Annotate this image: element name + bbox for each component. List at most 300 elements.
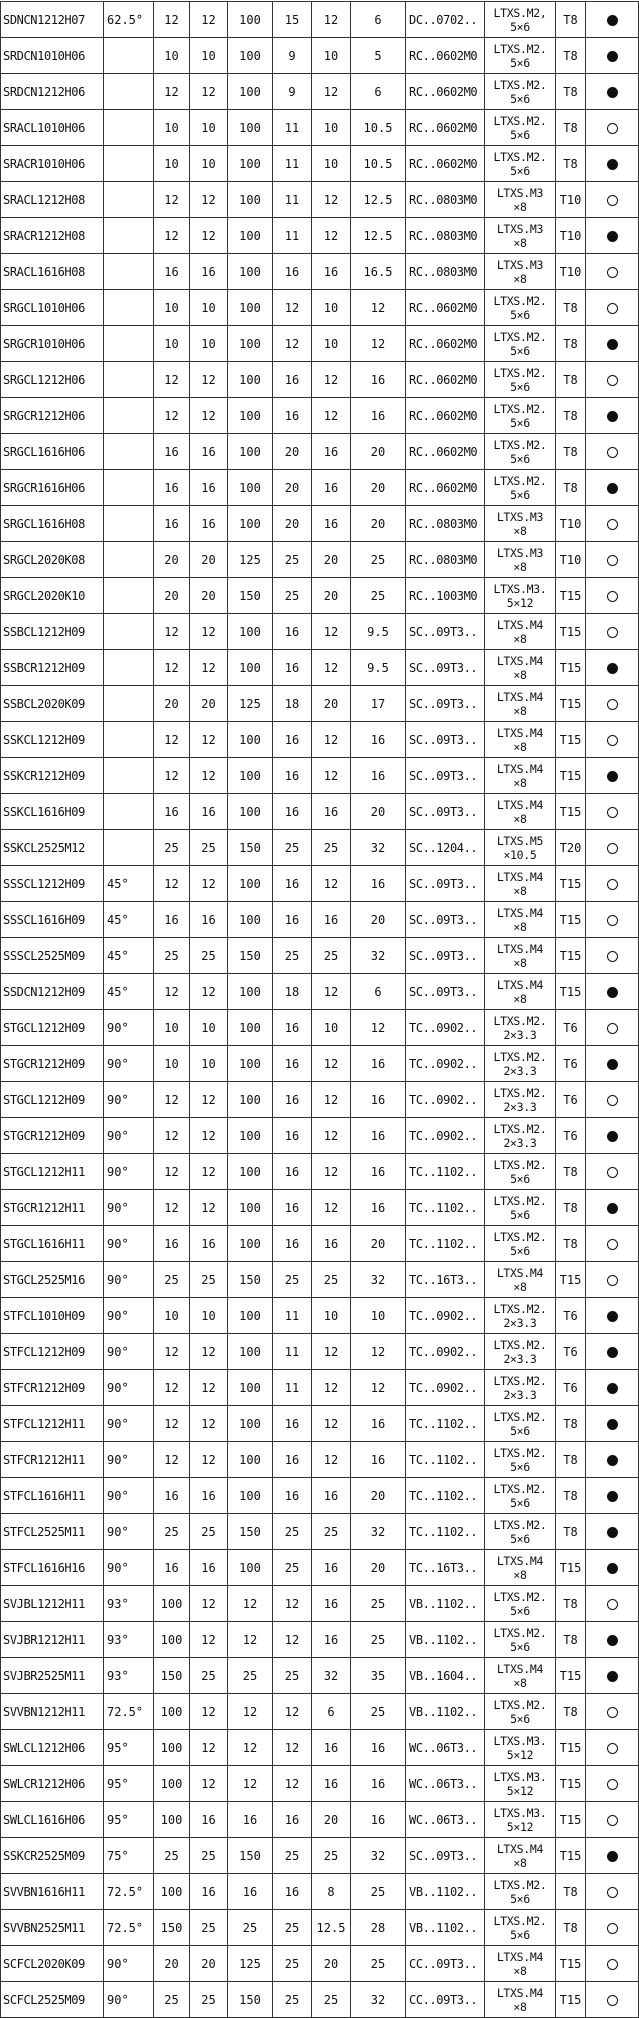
offset-cell: 12 [312, 650, 351, 686]
wrench-key-cell: T10 [556, 506, 586, 542]
hand-indicator-cell [586, 1730, 639, 1766]
screw-cell [485, 686, 556, 722]
part-number-cell: SSKCR1212H09 [1, 758, 104, 794]
part-number-cell: SVJBR2525M11 [1, 1658, 104, 1694]
offset-cell: 10 [312, 1298, 351, 1334]
screw-cell [485, 470, 556, 506]
offset-cell: 12 [312, 1190, 351, 1226]
screw-cell [485, 1550, 556, 1586]
offset-cell: 20 [312, 578, 351, 614]
dimension-cell: 16 [351, 1730, 406, 1766]
wrench-key-cell: T15 [556, 1982, 586, 2018]
wrench-key-cell: T15 [556, 1766, 586, 1802]
width-cell: 10 [190, 110, 228, 146]
hand-indicator-cell [586, 1874, 639, 1910]
head-length-cell: 16 [273, 902, 312, 938]
head-length-cell: 18 [273, 974, 312, 1010]
angle-cell: 90° [104, 1082, 154, 1118]
hand-indicator-cell [586, 1226, 639, 1262]
height-cell: 150 [154, 1658, 190, 1694]
open-circle-icon [607, 915, 618, 926]
screw-cell [485, 1910, 556, 1946]
screw-cell [485, 146, 556, 182]
insert-cell: RC..0602M0 [406, 146, 485, 182]
filled-circle-icon [607, 231, 618, 242]
screw-cell [485, 902, 556, 938]
width-cell: 12 [190, 758, 228, 794]
hand-indicator-cell [586, 1298, 639, 1334]
part-number-cell: STGCL1616H11 [1, 1226, 104, 1262]
insert-cell: WC..06T3.. [406, 1766, 485, 1802]
length-cell: 125 [228, 1946, 273, 1982]
height-cell: 12 [154, 1154, 190, 1190]
offset-cell: 32 [312, 1658, 351, 1694]
screw-size-line: LTXS.M3. [493, 1805, 547, 1820]
filled-circle-icon [607, 1635, 618, 1646]
part-number-cell: SRACR1010H06 [1, 146, 104, 182]
head-length-cell: 20 [273, 506, 312, 542]
height-cell: 10 [154, 146, 190, 182]
hand-indicator-cell [586, 326, 639, 362]
screw-length-line: 5×6 [510, 1711, 530, 1726]
part-number-cell: STGCR1212H11 [1, 1190, 104, 1226]
angle-cell: 90° [104, 1118, 154, 1154]
insert-cell: RC..0602M0 [406, 434, 485, 470]
head-length-cell: 20 [273, 470, 312, 506]
offset-cell: 10 [312, 290, 351, 326]
table-row [1, 1802, 639, 1838]
head-length-cell: 16 [273, 254, 312, 290]
screw-length-line: ×8 [513, 775, 527, 790]
offset-cell: 6 [312, 1694, 351, 1730]
height-cell: 100 [154, 1622, 190, 1658]
part-number-cell: SWLCL1212H06 [1, 1730, 104, 1766]
table-row [1, 362, 639, 398]
hand-indicator-cell [586, 902, 639, 938]
part-number-cell: SRGCR1616H06 [1, 470, 104, 506]
screw-length-line: 5×12 [506, 1783, 534, 1798]
part-number-cell: SSDCN1212H09 [1, 974, 104, 1010]
head-length-cell: 9 [273, 74, 312, 110]
screw-length-line: ×8 [513, 1675, 527, 1690]
width-cell: 12 [190, 1442, 228, 1478]
part-number-cell: SRACL1616H08 [1, 254, 104, 290]
screw-size-line: LTXS.M2. [493, 293, 547, 308]
insert-cell: TC..16T3.. [406, 1262, 485, 1298]
width-cell: 20 [190, 686, 228, 722]
screw-cell [485, 1478, 556, 1514]
head-length-cell: 25 [273, 1658, 312, 1694]
open-circle-icon [607, 267, 618, 278]
length-cell: 150 [228, 830, 273, 866]
height-cell: 16 [154, 254, 190, 290]
screw-length-line: ×8 [513, 703, 527, 718]
wrench-key-cell: T8 [556, 470, 586, 506]
height-cell: 12 [154, 398, 190, 434]
wrench-key-cell: T6 [556, 1046, 586, 1082]
screw-size-line: LTXS.M2. [493, 1877, 547, 1892]
part-number-cell: SRACR1212H08 [1, 218, 104, 254]
dimension-cell: 16 [351, 1118, 406, 1154]
offset-cell: 12 [312, 1118, 351, 1154]
table-row [1, 1694, 639, 1730]
open-circle-icon [607, 1959, 618, 1970]
dimension-cell: 35 [351, 1658, 406, 1694]
screw-length-line: 5×6 [510, 1459, 530, 1474]
length-cell: 125 [228, 542, 273, 578]
filled-circle-icon [607, 1311, 618, 1322]
filled-circle-icon [607, 87, 618, 98]
screw-size-line: LTXS.M4 [496, 617, 544, 632]
screw-length-line: 2×3.3 [503, 1351, 537, 1366]
height-cell: 12 [154, 2, 190, 38]
part-number-cell: SRGCR1010H06 [1, 326, 104, 362]
offset-cell: 10 [312, 110, 351, 146]
angle-cell: 90° [104, 1010, 154, 1046]
dimension-cell: 16 [351, 1046, 406, 1082]
length-cell: 100 [228, 1190, 273, 1226]
hand-indicator-cell [586, 1262, 639, 1298]
screw-cell [485, 1334, 556, 1370]
insert-cell: CC..09T3.. [406, 1982, 485, 2018]
part-number-cell: STFCL1212H11 [1, 1406, 104, 1442]
dimension-cell: 16 [351, 398, 406, 434]
wrench-key-cell: T8 [556, 1406, 586, 1442]
open-circle-icon [607, 627, 618, 638]
dimension-cell: 5 [351, 38, 406, 74]
offset-cell: 16 [312, 1586, 351, 1622]
screw-size-line: LTXS.M2. [493, 365, 547, 380]
wrench-key-cell: T15 [556, 578, 586, 614]
screw-size-line: LTXS.M2. [493, 1625, 547, 1640]
table-row [1, 326, 639, 362]
offset-cell: 10 [312, 1010, 351, 1046]
angle-cell [104, 578, 154, 614]
insert-cell: RC..1003M0 [406, 578, 485, 614]
height-cell: 16 [154, 1226, 190, 1262]
table-row [1, 506, 639, 542]
insert-cell: TC..0902.. [406, 1298, 485, 1334]
table-row [1, 38, 639, 74]
screw-size-line: LTXS.M2. [493, 113, 547, 128]
screw-cell [485, 434, 556, 470]
angle-cell: 45° [104, 902, 154, 938]
dimension-cell: 20 [351, 902, 406, 938]
open-circle-icon [607, 1707, 618, 1718]
height-cell: 10 [154, 290, 190, 326]
width-cell: 16 [190, 794, 228, 830]
angle-cell: 93° [104, 1622, 154, 1658]
screw-cell [485, 1766, 556, 1802]
angle-cell [104, 110, 154, 146]
angle-cell: 95° [104, 1802, 154, 1838]
height-cell: 12 [154, 1082, 190, 1118]
screw-length-line: 5×6 [510, 1927, 530, 1942]
height-cell: 10 [154, 1010, 190, 1046]
angle-cell: 90° [104, 1154, 154, 1190]
open-circle-icon [607, 375, 618, 386]
dimension-cell: 12 [351, 1370, 406, 1406]
angle-cell: 93° [104, 1658, 154, 1694]
dimension-cell: 20 [351, 1550, 406, 1586]
dimension-cell: 12 [351, 326, 406, 362]
part-number-cell: STFCL1212H09 [1, 1334, 104, 1370]
insert-cell: RC..0602M0 [406, 290, 485, 326]
screw-cell [485, 1730, 556, 1766]
part-number-cell: SRGCL1010H06 [1, 290, 104, 326]
table-row [1, 398, 639, 434]
screw-size-line: LTXS.M3 [496, 257, 544, 272]
filled-circle-icon [607, 1059, 618, 1070]
table-row [1, 578, 639, 614]
part-number-cell: SVVBN2525M11 [1, 1910, 104, 1946]
height-cell: 12 [154, 1334, 190, 1370]
part-number-cell: SVVBN1212H11 [1, 1694, 104, 1730]
length-cell: 12 [228, 1622, 273, 1658]
table-row [1, 254, 639, 290]
screw-size-line: LTXS.M2. [493, 401, 547, 416]
screw-length-line: 5×6 [510, 1603, 530, 1618]
dimension-cell: 10 [351, 1298, 406, 1334]
part-number-cell: STGCL1212H11 [1, 1154, 104, 1190]
hand-indicator-cell [586, 1550, 639, 1586]
angle-cell [104, 470, 154, 506]
angle-cell [104, 650, 154, 686]
table-row [1, 1370, 639, 1406]
width-cell: 16 [190, 434, 228, 470]
screw-cell [485, 1154, 556, 1190]
dimension-cell: 32 [351, 1838, 406, 1874]
screw-size-line: LTXS.M2. [493, 77, 547, 92]
screw-length-line: ×8 [513, 523, 527, 538]
filled-circle-icon [607, 1527, 618, 1538]
dimension-cell: 20 [351, 1226, 406, 1262]
width-cell: 12 [190, 74, 228, 110]
offset-cell: 16 [312, 794, 351, 830]
screw-size-line: LTXS.M2. [493, 1013, 547, 1028]
angle-cell: 93° [104, 1586, 154, 1622]
insert-cell: WC..06T3.. [406, 1730, 485, 1766]
table-row [1, 74, 639, 110]
screw-cell [485, 758, 556, 794]
angle-cell [104, 326, 154, 362]
open-circle-icon [607, 1743, 618, 1754]
width-cell: 20 [190, 1946, 228, 1982]
insert-cell: RC..0803M0 [406, 182, 485, 218]
width-cell: 12 [190, 1334, 228, 1370]
offset-cell: 25 [312, 1838, 351, 1874]
open-circle-icon [607, 1095, 618, 1106]
height-cell: 10 [154, 1046, 190, 1082]
length-cell: 100 [228, 614, 273, 650]
screw-size-line: LTXS.M3. [493, 581, 547, 596]
screw-length-line: ×8 [513, 199, 527, 214]
offset-cell: 12 [312, 1442, 351, 1478]
table-row [1, 1046, 639, 1082]
offset-cell: 12 [312, 614, 351, 650]
width-cell: 16 [190, 1802, 228, 1838]
angle-cell [104, 218, 154, 254]
length-cell: 25 [228, 1910, 273, 1946]
head-length-cell: 16 [273, 1046, 312, 1082]
screw-length-line: 2×3.3 [503, 1135, 537, 1150]
insert-cell: RC..0602M0 [406, 110, 485, 146]
screw-cell [485, 254, 556, 290]
screw-length-line: 5×6 [510, 1495, 530, 1510]
length-cell: 150 [228, 578, 273, 614]
table-row [1, 758, 639, 794]
table-row [1, 614, 639, 650]
screw-length-line: ×8 [513, 811, 527, 826]
insert-cell: RC..0803M0 [406, 218, 485, 254]
offset-cell: 16 [312, 1766, 351, 1802]
part-number-cell: STGCL1212H09 [1, 1082, 104, 1118]
height-cell: 12 [154, 650, 190, 686]
open-circle-icon [607, 1887, 618, 1898]
filled-circle-icon [607, 1491, 618, 1502]
width-cell: 10 [190, 1046, 228, 1082]
open-circle-icon [607, 807, 618, 818]
height-cell: 20 [154, 542, 190, 578]
screw-length-line: ×8 [513, 235, 527, 250]
table-row [1, 1154, 639, 1190]
dimension-cell: 32 [351, 1262, 406, 1298]
table-row [1, 722, 639, 758]
table-row [1, 686, 639, 722]
wrench-key-cell: T8 [556, 110, 586, 146]
offset-cell: 12 [312, 722, 351, 758]
screw-cell [485, 1694, 556, 1730]
insert-cell: SC..09T3.. [406, 902, 485, 938]
offset-cell: 10 [312, 146, 351, 182]
filled-circle-icon [607, 771, 618, 782]
table-row [1, 1226, 639, 1262]
length-cell: 100 [228, 506, 273, 542]
table-row [1, 1730, 639, 1766]
height-cell: 25 [154, 1838, 190, 1874]
head-length-cell: 16 [273, 758, 312, 794]
table-row [1, 1550, 639, 1586]
wrench-key-cell: T8 [556, 398, 586, 434]
screw-cell [485, 290, 556, 326]
dimension-cell: 10.5 [351, 146, 406, 182]
length-cell: 100 [228, 254, 273, 290]
screw-length-line: ×8 [513, 1963, 527, 1978]
screw-size-line: LTXS.M4 [496, 977, 544, 992]
table-row [1, 974, 639, 1010]
insert-cell: TC..0902.. [406, 1334, 485, 1370]
offset-cell: 12 [312, 362, 351, 398]
dimension-cell: 9.5 [351, 650, 406, 686]
angle-cell: 90° [104, 1334, 154, 1370]
head-length-cell: 25 [273, 1946, 312, 1982]
angle-cell: 90° [104, 1514, 154, 1550]
angle-cell: 62.5° [104, 2, 154, 38]
screw-size-line: LTXS.M2, [493, 5, 547, 20]
screw-cell [485, 1226, 556, 1262]
length-cell: 16 [228, 1802, 273, 1838]
height-cell: 12 [154, 1406, 190, 1442]
length-cell: 100 [228, 866, 273, 902]
table-row [1, 794, 639, 830]
offset-cell: 20 [312, 1946, 351, 1982]
insert-cell: TC..0902.. [406, 1370, 485, 1406]
filled-circle-icon [607, 483, 618, 494]
angle-cell [104, 146, 154, 182]
screw-length-line: 2×3.3 [503, 1315, 537, 1330]
width-cell: 25 [190, 938, 228, 974]
filled-circle-icon [607, 1347, 618, 1358]
wrench-key-cell: T10 [556, 218, 586, 254]
screw-cell [485, 1118, 556, 1154]
hand-indicator-cell [586, 1910, 639, 1946]
screw-size-line: LTXS.M3 [496, 185, 544, 200]
screw-cell [485, 110, 556, 146]
dimension-cell: 12.5 [351, 182, 406, 218]
width-cell: 16 [190, 254, 228, 290]
table-row [1, 182, 639, 218]
head-length-cell: 16 [273, 650, 312, 686]
wrench-key-cell: T8 [556, 326, 586, 362]
insert-cell: DC..0702.. [406, 2, 485, 38]
screw-length-line: 5×6 [510, 1423, 530, 1438]
screw-size-line: LTXS.M2. [493, 437, 547, 452]
length-cell: 125 [228, 686, 273, 722]
length-cell: 100 [228, 470, 273, 506]
offset-cell: 25 [312, 1982, 351, 2018]
height-cell: 12 [154, 362, 190, 398]
screw-size-line: LTXS.M2. [493, 1913, 547, 1928]
screw-cell [485, 974, 556, 1010]
table-row [1, 830, 639, 866]
hand-indicator-cell [586, 1334, 639, 1370]
wrench-key-cell: T10 [556, 542, 586, 578]
dimension-cell: 12 [351, 1334, 406, 1370]
dimension-cell: 28 [351, 1910, 406, 1946]
part-number-cell: SSBCL2020K09 [1, 686, 104, 722]
length-cell: 100 [228, 362, 273, 398]
width-cell: 12 [190, 2, 228, 38]
wrench-key-cell: T8 [556, 1874, 586, 1910]
offset-cell: 12 [312, 1154, 351, 1190]
dimension-cell: 12 [351, 1010, 406, 1046]
table-row [1, 650, 639, 686]
angle-cell [104, 758, 154, 794]
dimension-cell: 25 [351, 578, 406, 614]
open-circle-icon [607, 1239, 618, 1250]
wrench-key-cell: T8 [556, 1190, 586, 1226]
length-cell: 100 [228, 1370, 273, 1406]
head-length-cell: 12 [273, 326, 312, 362]
screw-size-line: LTXS.M2. [493, 1193, 547, 1208]
width-cell: 25 [190, 1514, 228, 1550]
height-cell: 16 [154, 434, 190, 470]
angle-cell: 90° [104, 1442, 154, 1478]
dimension-cell: 32 [351, 1514, 406, 1550]
screw-cell [485, 866, 556, 902]
length-cell: 12 [228, 1586, 273, 1622]
screw-length-line: 5×6 [510, 1531, 530, 1546]
hand-indicator-cell [586, 1190, 639, 1226]
wrench-key-cell: T8 [556, 362, 586, 398]
screw-length-line: 5×6 [510, 55, 530, 70]
dimension-cell: 12.5 [351, 218, 406, 254]
head-length-cell: 16 [273, 794, 312, 830]
open-circle-icon [607, 1995, 618, 2006]
length-cell: 100 [228, 794, 273, 830]
width-cell: 12 [190, 1118, 228, 1154]
hand-indicator-cell [586, 398, 639, 434]
